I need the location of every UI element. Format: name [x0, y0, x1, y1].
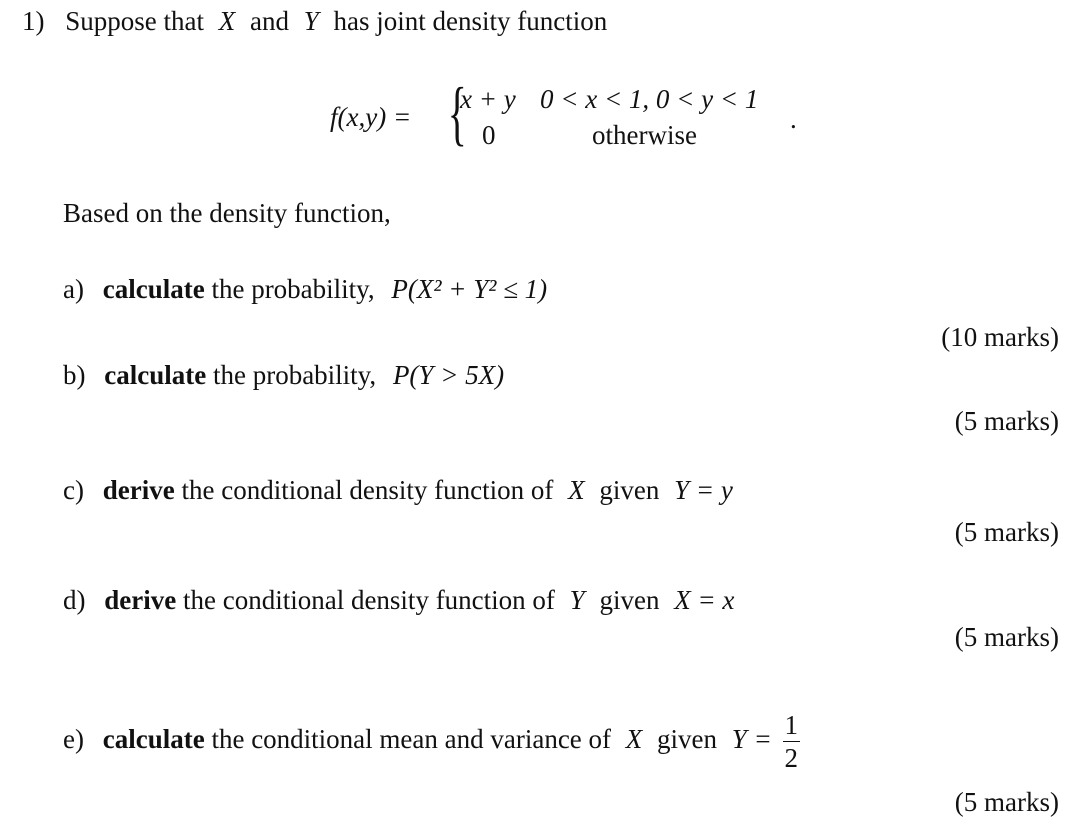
part-e-verb: calculate	[102, 724, 205, 755]
part-e-frac-num: 1	[784, 710, 799, 740]
density-case1-expr: x + y	[460, 84, 516, 114]
density-case2-expr: 0	[482, 120, 496, 150]
part-e-fraction	[783, 712, 801, 772]
part-d-verb: derive	[104, 585, 177, 615]
density-brace: {	[447, 73, 467, 153]
density-case2-cond: otherwise	[592, 120, 697, 150]
intro-and: and	[250, 6, 289, 36]
part-c-text: the conditional density function of	[181, 475, 554, 505]
part-d-label: d)	[63, 585, 86, 615]
part-c-label: c)	[63, 475, 84, 505]
part-d	[63, 585, 734, 616]
part-e-cond: Y =	[731, 724, 772, 755]
part-b-label: b)	[63, 360, 86, 390]
part-c-marks: (5 marks)	[954, 517, 1059, 547]
part-a	[63, 274, 547, 305]
part-e-text: the conditional mean and variance of	[211, 724, 612, 755]
part-c-verb: derive	[102, 475, 175, 505]
part-d-given: given	[599, 585, 660, 615]
intro-suffix: has joint density function	[333, 6, 608, 36]
part-a-label: a)	[63, 274, 84, 304]
part-a-verb: calculate	[102, 274, 205, 304]
part-d-var: Y	[569, 585, 585, 615]
part-e-frac-den: 2	[784, 743, 799, 773]
part-e	[63, 712, 800, 772]
part-b-math: P(Y > 5X)	[392, 360, 505, 390]
question-number: 1)	[22, 6, 45, 36]
part-c-cond: Y = y	[674, 475, 733, 505]
var-x: X	[218, 6, 236, 36]
part-c	[63, 475, 733, 506]
part-c-given: given	[599, 475, 660, 505]
density-case1-cond: 0 < x < 1, 0 < y < 1	[540, 84, 759, 114]
part-c-var: X	[568, 475, 585, 505]
part-d-text: the conditional density function of	[182, 585, 555, 615]
based-on-text: Based on the density function,	[63, 198, 391, 228]
part-b-marks: (5 marks)	[954, 406, 1059, 436]
part-e-given: given	[657, 724, 718, 755]
part-a-marks: (10 marks)	[941, 322, 1059, 352]
part-b-text: the probability,	[212, 360, 377, 390]
var-y: Y	[303, 6, 319, 36]
density-lhs: f(x,y) =	[330, 102, 412, 132]
density-end-dot: .	[790, 104, 797, 134]
part-e-label: e)	[63, 724, 84, 755]
question-header	[22, 6, 607, 37]
part-e-var: X	[625, 724, 643, 755]
part-e-marks: (5 marks)	[954, 787, 1059, 817]
part-d-cond: X = x	[674, 585, 735, 615]
intro-prefix: Suppose that	[65, 6, 204, 36]
part-d-marks: (5 marks)	[954, 622, 1059, 652]
part-a-math: P(X² + Y² ≤ 1)	[391, 274, 548, 304]
part-a-text: the probability,	[211, 274, 375, 304]
part-b-verb: calculate	[104, 360, 207, 390]
part-b	[63, 360, 504, 391]
